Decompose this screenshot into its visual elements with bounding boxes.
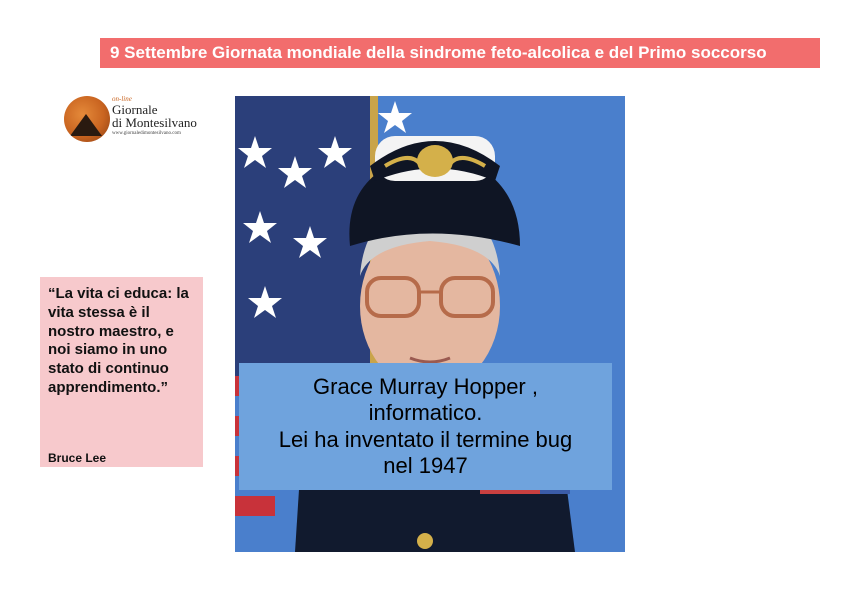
logo-name-line2: di Montesilvano [112,115,197,130]
logo-tagline: on-line [112,95,132,103]
logo-name-line1: Giornale [112,102,158,117]
logo-text [112,96,197,136]
quote-text: “La vita ci educa: la vita stessa è il nostro maestro, e noi siamo in uno stato di continuo apprendimento.” [48,285,189,396]
caption-line1: Grace Murray Hopper , [313,373,538,399]
quote-box [40,277,203,467]
quote-author: Bruce Lee [48,451,107,465]
caption-line2: informatico. [368,400,483,426]
caption-box [239,363,612,490]
title-banner [100,38,820,68]
logo-url: www.giornaledimontesilvano.com [112,131,181,136]
caption-line4: nel 1947 [383,452,468,478]
logo-emblem-icon [64,96,110,142]
caption-line3: Lei ha inventato il termine bug [278,426,573,452]
logo [64,92,204,142]
banner-text: 9 Settembre Giornata mondiale della sindrome feto-alcolica e del Primo soccorso [110,43,767,62]
